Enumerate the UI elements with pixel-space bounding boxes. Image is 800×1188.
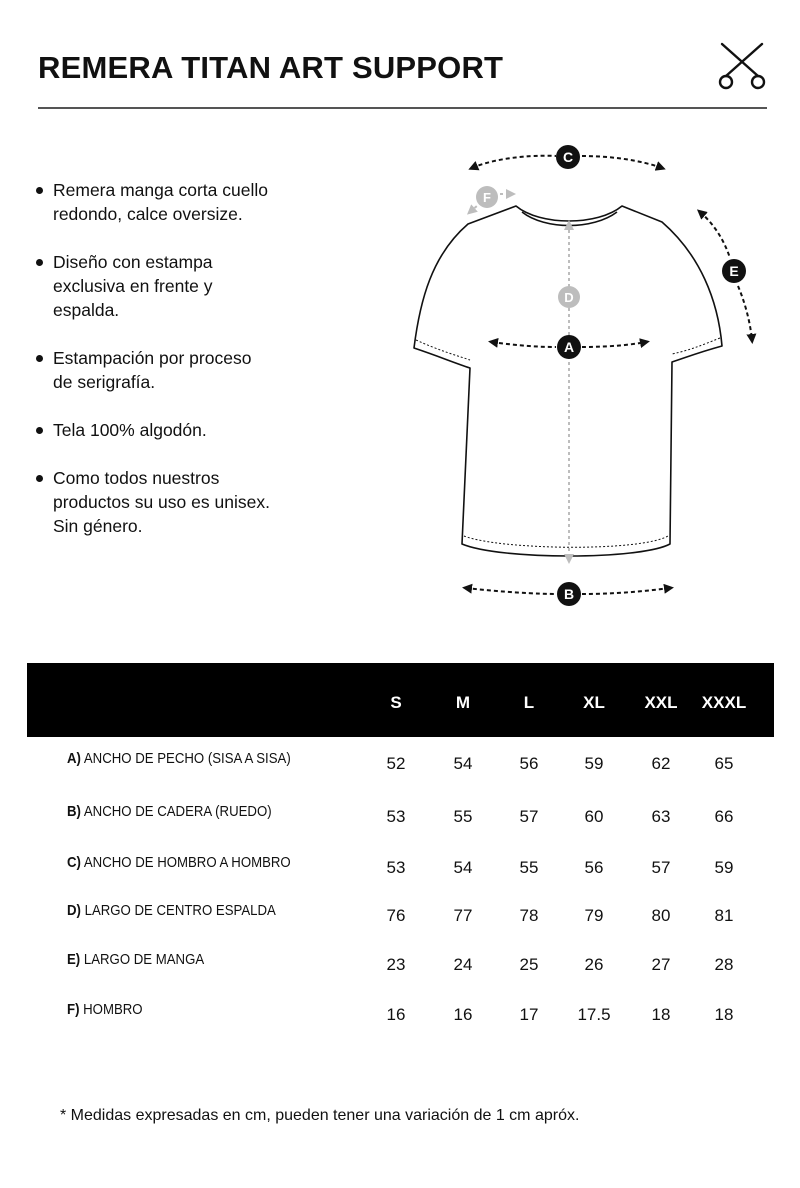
tshirt-measurement-diagram	[400, 135, 790, 615]
row-label: A) ANCHO DE PECHO (SISA A SISA)	[67, 750, 291, 767]
feature-item: Tela 100% algodón.	[36, 418, 366, 442]
table-cell: 81	[714, 906, 734, 925]
marker-c	[556, 145, 580, 169]
table-cell: 16	[386, 1005, 406, 1024]
table-cell: 52	[386, 754, 406, 773]
table-cell: 62	[651, 754, 671, 773]
table-cell: 77	[453, 906, 473, 925]
marker-e	[722, 259, 746, 283]
feature-item: Remera manga corta cuello redondo, calce oversize.	[36, 178, 366, 226]
table-cell: 55	[519, 858, 539, 877]
table-cell: 65	[714, 754, 734, 773]
table-cell: 56	[519, 754, 539, 773]
page-title: REMERA TITAN ART SUPPORT	[38, 50, 504, 85]
marker-a	[557, 335, 581, 359]
table-cell: 59	[584, 754, 604, 773]
marker-f	[476, 186, 498, 208]
table-row	[27, 803, 774, 833]
table-cell: 59	[714, 858, 734, 877]
row-label: F) HOMBRO	[67, 1001, 143, 1018]
table-cell: 66	[714, 807, 734, 826]
feature-item: Diseño con estampa exclusiva en frente y espalda.	[36, 250, 366, 322]
row-label: E) LARGO DE MANGA	[67, 951, 205, 968]
table-cell: 25	[519, 955, 539, 974]
table-cell: 16	[453, 1005, 473, 1024]
table-cell: 28	[714, 955, 734, 974]
table-cell: 53	[386, 807, 406, 826]
table-row	[27, 750, 774, 780]
scissors-icon	[716, 42, 768, 90]
size-header-s: S	[390, 693, 402, 712]
table-row	[27, 854, 774, 884]
table-cell: 56	[584, 858, 604, 877]
table-cell: 78	[519, 906, 539, 925]
feature-item: Estampación por proceso de serigrafía.	[36, 346, 366, 394]
table-cell: 24	[453, 955, 473, 974]
table-cell: 55	[453, 807, 473, 826]
table-cell: 79	[584, 906, 604, 925]
feature-list	[36, 178, 366, 562]
row-label: D) LARGO DE CENTRO ESPALDA	[67, 902, 276, 919]
table-cell: 26	[584, 955, 604, 974]
table-cell: 80	[651, 906, 671, 925]
table-row	[27, 902, 774, 932]
table-cell: 23	[386, 955, 406, 974]
table-cell: 63	[651, 807, 671, 826]
marker-d	[558, 286, 580, 308]
table-cell: 76	[386, 906, 406, 925]
marker-a-label: A	[563, 339, 575, 355]
title-divider	[38, 107, 767, 109]
table-cell: 54	[453, 754, 473, 773]
table-row	[27, 951, 774, 981]
size-header-xxxl: XXXL	[701, 693, 747, 712]
row-label: B) ANCHO DE CADERA (RUEDO)	[67, 803, 272, 820]
size-header-l: L	[523, 693, 535, 712]
size-header-xl: XL	[583, 693, 605, 712]
size-header-xxl: XXL	[644, 693, 678, 712]
table-cell: 57	[519, 807, 539, 826]
table-cell: 60	[584, 807, 604, 826]
footnote: * Medidas expresadas en cm, pueden tener una variación de 1 cm apróx.	[60, 1107, 580, 1124]
table-row	[27, 1001, 774, 1031]
table-cell: 57	[651, 858, 671, 877]
marker-f-label: F	[483, 190, 491, 205]
marker-c-label: C	[562, 149, 574, 165]
table-cell: 54	[453, 858, 473, 877]
table-cell: 27	[651, 955, 671, 974]
table-cell: 17.5	[577, 1005, 611, 1024]
marker-b	[557, 582, 581, 606]
size-table-header	[27, 663, 774, 737]
row-label: C) ANCHO DE HOMBRO A HOMBRO	[67, 854, 291, 871]
marker-b-label: B	[563, 586, 575, 602]
marker-d-label: D	[564, 290, 574, 305]
feature-item: Como todos nuestros productos su uso es unisex. Sin género.	[36, 466, 366, 538]
table-cell: 53	[386, 858, 406, 877]
table-cell: 18	[714, 1005, 734, 1024]
table-cell: 18	[651, 1005, 671, 1024]
table-cell: 17	[519, 1005, 539, 1024]
size-header-m: M	[455, 693, 471, 712]
marker-e-label: E	[729, 263, 739, 279]
